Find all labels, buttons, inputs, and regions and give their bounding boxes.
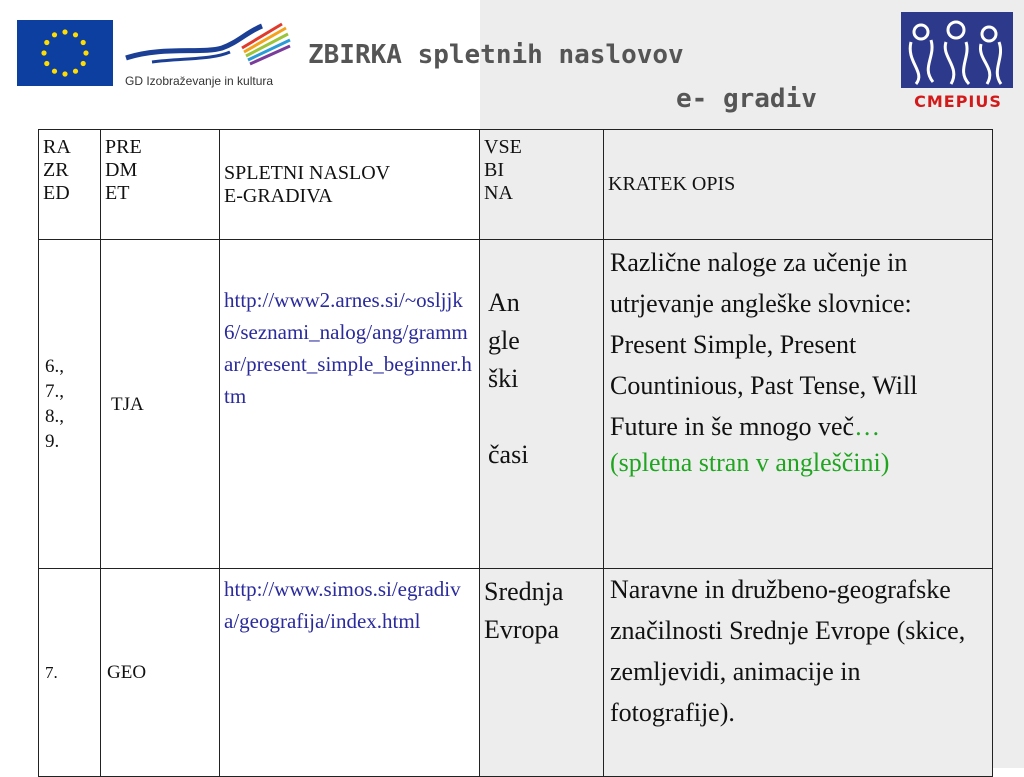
cell-naslov [220, 240, 480, 569]
header-predmet-line: PRE [105, 136, 142, 158]
cell-naslov [220, 569, 480, 777]
cmepius-emblem [901, 12, 1013, 88]
cell-opis [604, 240, 993, 569]
razred-line: 9. [45, 431, 60, 452]
vsebina-line: časi [488, 440, 529, 469]
opis-note: (spletna stran v angleščini) [610, 448, 890, 477]
header-vsebina-line: BI [484, 159, 504, 181]
table-header-row [39, 130, 993, 240]
table-row [39, 240, 993, 569]
opis-text [610, 242, 988, 447]
page-subtitle: e- gradiv [676, 84, 817, 114]
vsebina-line: ški [488, 364, 519, 393]
cell-vsebina [480, 240, 604, 569]
eu-stars-icon [17, 20, 113, 86]
cell-predmet: TJA [101, 240, 220, 569]
header-vsebina [480, 130, 604, 240]
vsebina-line: gle [488, 326, 520, 355]
header-predmet-line: DM [105, 159, 138, 181]
header-razred [39, 130, 101, 240]
opis-ellipsis: … [854, 412, 881, 441]
header-predmet [101, 130, 220, 240]
header-naslov-line: SPLETNI NASLOV [224, 161, 391, 184]
cell-razred [39, 240, 101, 569]
opis-body: Različne naloge za učenje in utrjevanje angleške slovnice: Present Simple, Present Countinious, Past Tense, Will Future in še mnogo več [610, 248, 918, 441]
cmepius-figures-icon [901, 12, 1013, 88]
vsebina-line: Srednja [484, 577, 564, 606]
page-title: ZBIRKA spletnih naslovov [308, 40, 684, 70]
cell-vsebina [480, 569, 604, 777]
gd-swoosh-icon [122, 18, 292, 74]
vsebina-line: An [488, 288, 520, 317]
header-razred-line: ED [43, 182, 70, 204]
table-row [39, 569, 993, 777]
cell-opis: Naravne in družbeno-geografske značilnosti Srednje Evrope (skice, zemljevidi, animacije in fotografije). [604, 569, 993, 777]
header-razred-line: ZR [43, 159, 69, 181]
vsebina-line [488, 398, 599, 436]
razred-line: 7., [45, 381, 64, 402]
header-razred-line: RA [43, 136, 71, 158]
razred-line: 6., [45, 356, 64, 377]
egradivo-link[interactable]: http://www2.arnes.si/~osljjk6/seznami_nalog/ang/grammar/present_simple_beginner.htm [224, 288, 472, 408]
header-predmet-line: ET [105, 182, 130, 204]
eu-flag-logo [17, 20, 113, 86]
cmepius-logo [900, 12, 1016, 112]
cmepius-logo-text: CMEPIUS [914, 92, 1002, 111]
header-opis: KRATEK OPIS [604, 130, 993, 240]
gd-logo-text: GD Izobraževanje in kultura [125, 74, 274, 88]
header-vsebina-line: VSE [484, 136, 522, 158]
header-naslov [220, 130, 480, 240]
header-vsebina-line: NA [484, 182, 513, 204]
cell-predmet: GEO [101, 569, 220, 777]
cell-razred: 7. [39, 569, 101, 777]
gd-logo [122, 18, 292, 94]
header-naslov-line: E-GRADIVA [224, 184, 333, 207]
egradivo-link[interactable]: http://www.simos.si/egradiva/geografija/index.html [224, 577, 461, 633]
razred-line: 8., [45, 406, 64, 427]
vsebina-line: Evropa [484, 615, 560, 644]
gradiva-table [38, 129, 993, 777]
